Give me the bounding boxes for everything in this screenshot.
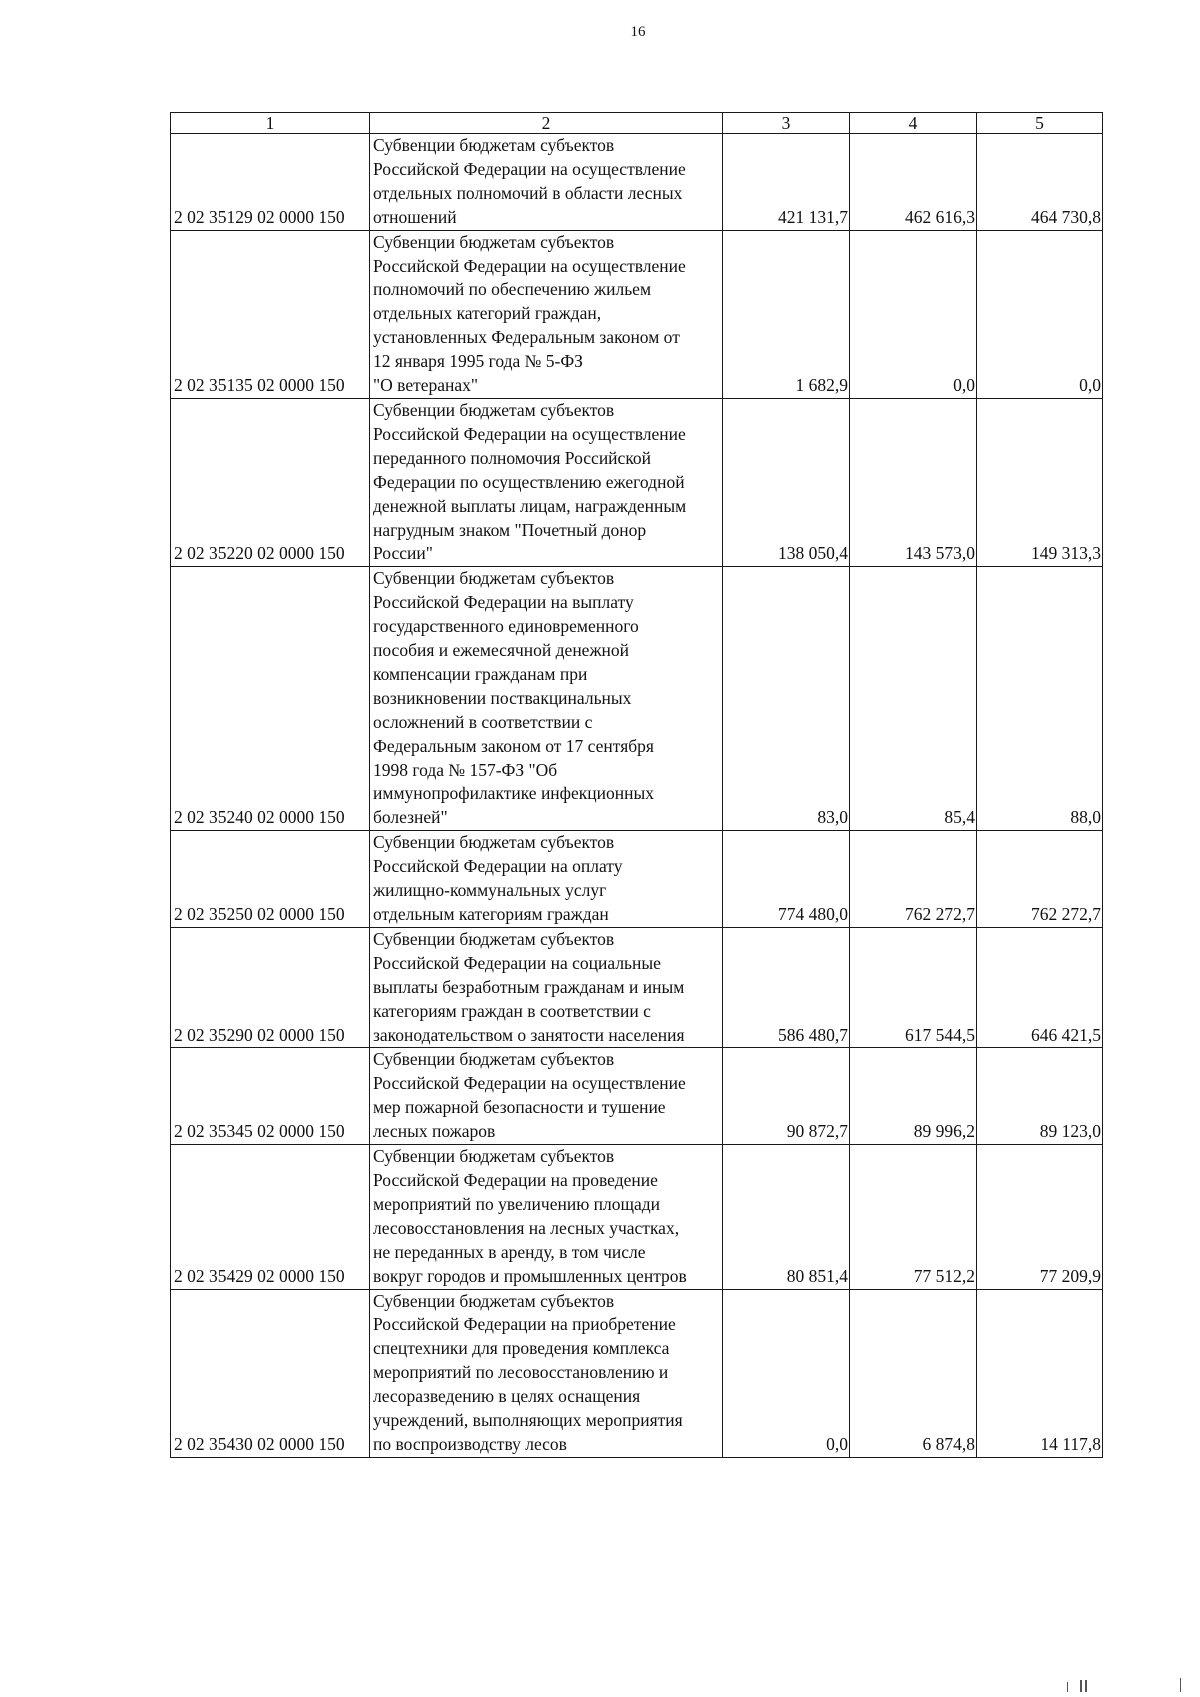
amount-cell-3: 83,0 [723,567,850,831]
table-row [171,927,1103,1048]
description-line: мероприятий по увеличению площади [373,1193,660,1214]
description-line: возникновении поствакцинальных [373,687,632,708]
description-line: мер пожарной безопасности и тушение [373,1097,666,1118]
amount-cell-5: 14 117,8 [977,1289,1103,1457]
table-row [171,230,1103,398]
description-line: Федеральным законом от 17 сентября [373,735,654,756]
budget-code-cell: 2 02 35430 02 0000 150 [171,1289,370,1457]
description-line: отдельным категориям граждан [373,904,609,924]
description-cell [370,1289,723,1457]
table-row [171,1048,1103,1145]
description-line: государственного единовременного [373,616,639,637]
description-cell [370,1145,723,1289]
description-line: учреждений, выполняющих мероприятия [373,1410,683,1431]
description-line: законодательством о занятости населения [373,1024,685,1045]
amount-cell-5: 149 313,3 [977,398,1103,566]
description-cell [370,1048,723,1145]
description-line: Российской Федерации на выплату [373,592,634,613]
description-line: отношений [373,206,457,227]
amount-cell-4: 762 272,7 [850,831,977,928]
description-line: Российской Федерации на оплату [373,856,623,877]
description-line: категориям граждан в соответствии с [373,1000,651,1021]
description-line: болезней" [373,807,448,828]
description-line: пособия и ежемесячной денежной [373,640,630,661]
description-line: Федерации по осуществлению ежегодной [373,471,685,492]
amount-cell-5: 646 421,5 [977,927,1103,1048]
budget-code-cell: 2 02 35220 02 0000 150 [171,398,370,566]
page-number: 16 [630,24,646,40]
description-line: Субвенции бюджетам субъектов [373,231,615,252]
budget-code-cell: 2 02 35429 02 0000 150 [171,1145,370,1289]
amount-cell-5: 77 209,9 [977,1145,1103,1289]
description-line: осложнений в соответствии с [373,711,593,732]
description-line: Российской Федерации на осуществление [373,255,686,276]
description-line: Субвенции бюджетам субъектов [373,399,615,420]
description-line: мероприятий по лесовосстановлению и [373,1362,669,1383]
amount-cell-4: 617 544,5 [850,927,977,1048]
table-row [171,567,1103,831]
description-line: нагрудным знаком "Почетный донор [373,519,647,540]
table-row [171,1145,1103,1289]
description-line: Российской Федерации на социальные [373,952,661,973]
description-line: вокруг городов и промышленных центров [373,1265,687,1286]
amount-cell-3: 90 872,7 [723,1048,850,1145]
description-line: денежной выплаты лицам, награжденным [373,495,687,516]
description-cell [370,927,723,1048]
amount-cell-3: 0,0 [723,1289,850,1457]
amount-cell-4: 0,0 [850,230,977,398]
description-line: по воспроизводству лесов [373,1433,567,1454]
amount-cell-4: 85,4 [850,567,977,831]
description-cell [370,831,723,928]
description-line: лесных пожаров [373,1121,496,1142]
table-row [171,1289,1103,1457]
amount-cell-3: 774 480,0 [723,831,850,928]
budget-code-cell: 2 02 35135 02 0000 150 [171,230,370,398]
description-line: России" [373,543,433,564]
table-row [171,831,1103,928]
description-cell [370,567,723,831]
table-header-row [171,113,1103,134]
amount-cell-4: 77 512,2 [850,1145,977,1289]
scan-mark [1067,1682,1068,1692]
budget-code-cell: 2 02 35345 02 0000 150 [171,1048,370,1145]
description-line: компенсации гражданам при [373,663,588,684]
amount-cell-3: 138 050,4 [723,398,850,566]
description-line: выплаты безработным гражданам и иным [373,976,685,997]
amount-cell-5: 89 123,0 [977,1048,1103,1145]
amount-cell-4: 6 874,8 [850,1289,977,1457]
budget-code-cell: 2 02 35240 02 0000 150 [171,567,370,831]
amount-cell-4: 143 573,0 [850,398,977,566]
description-line: Российской Федерации на проведение [373,1169,658,1190]
description-line: Субвенции бюджетам субъектов [373,1146,615,1167]
description-line: лесовосстановления на лесных участках, [373,1217,680,1238]
description-line: спецтехники для проведения комплекса [373,1338,670,1359]
budget-code-cell: 2 02 35250 02 0000 150 [171,831,370,928]
description-line: "О ветеранах" [373,375,479,396]
amount-cell-3: 1 682,9 [723,230,850,398]
column-header-5: 5 [977,113,1103,134]
description-line: не переданных в аренду, в том числе [373,1241,646,1262]
amount-cell-5: 88,0 [977,567,1103,831]
description-line: лесоразведению в целях оснащения [373,1386,641,1407]
description-line: Российской Федерации на приобретение [373,1314,676,1335]
description-line: жилищно-коммунальных услуг [373,880,607,901]
description-cell [370,134,723,231]
scan-mark [1080,1680,1082,1692]
amount-cell-4: 89 996,2 [850,1048,977,1145]
description-line: Субвенции бюджетам субъектов [373,928,615,949]
budget-code-cell: 2 02 35290 02 0000 150 [171,927,370,1048]
description-line: установленных Федеральным законом от [373,327,680,348]
table-row [171,398,1103,566]
column-header-4: 4 [850,113,977,134]
description-line: Российской Федерации на осуществление [373,158,686,179]
description-line: иммунопрофилактике инфекционных [373,783,654,804]
amount-cell-3: 80 851,4 [723,1145,850,1289]
table-row [171,134,1103,231]
scan-mark [1085,1680,1087,1692]
budget-revenue-table [170,112,1103,1458]
description-line: Российской Федерации на осуществление [373,1073,686,1094]
amount-cell-4: 462 616,3 [850,134,977,231]
scan-mark [1180,1678,1181,1692]
amount-cell-5: 762 272,7 [977,831,1103,928]
description-line: Субвенции бюджетам субъектов [373,832,615,853]
description-line: 12 января 1995 года № 5-ФЗ [373,351,583,372]
budget-code-cell: 2 02 35129 02 0000 150 [171,134,370,231]
amount-cell-5: 0,0 [977,230,1103,398]
description-cell [370,398,723,566]
amount-cell-5: 464 730,8 [977,134,1103,231]
column-header-2: 2 [370,113,723,134]
description-line: отдельных категорий граждан, [373,303,602,324]
description-line: Субвенции бюджетам субъектов [373,1290,615,1311]
description-line: отдельных полномочий в области лесных [373,182,683,203]
amount-cell-3: 586 480,7 [723,927,850,1048]
column-header-3: 3 [723,113,850,134]
description-line: полномочий по обеспечению жильем [373,279,652,300]
description-line: Субвенции бюджетам субъектов [373,568,615,589]
description-line: Субвенции бюджетам субъектов [373,135,615,155]
amount-cell-3: 421 131,7 [723,134,850,231]
description-line: Субвенции бюджетам субъектов [373,1049,615,1070]
description-line: Российской Федерации на осуществление [373,423,686,444]
description-line: переданного полномочия Российской [373,447,652,468]
description-cell [370,230,723,398]
column-header-1: 1 [171,113,370,134]
description-line: 1998 года № 157-ФЗ "Об [373,759,558,780]
